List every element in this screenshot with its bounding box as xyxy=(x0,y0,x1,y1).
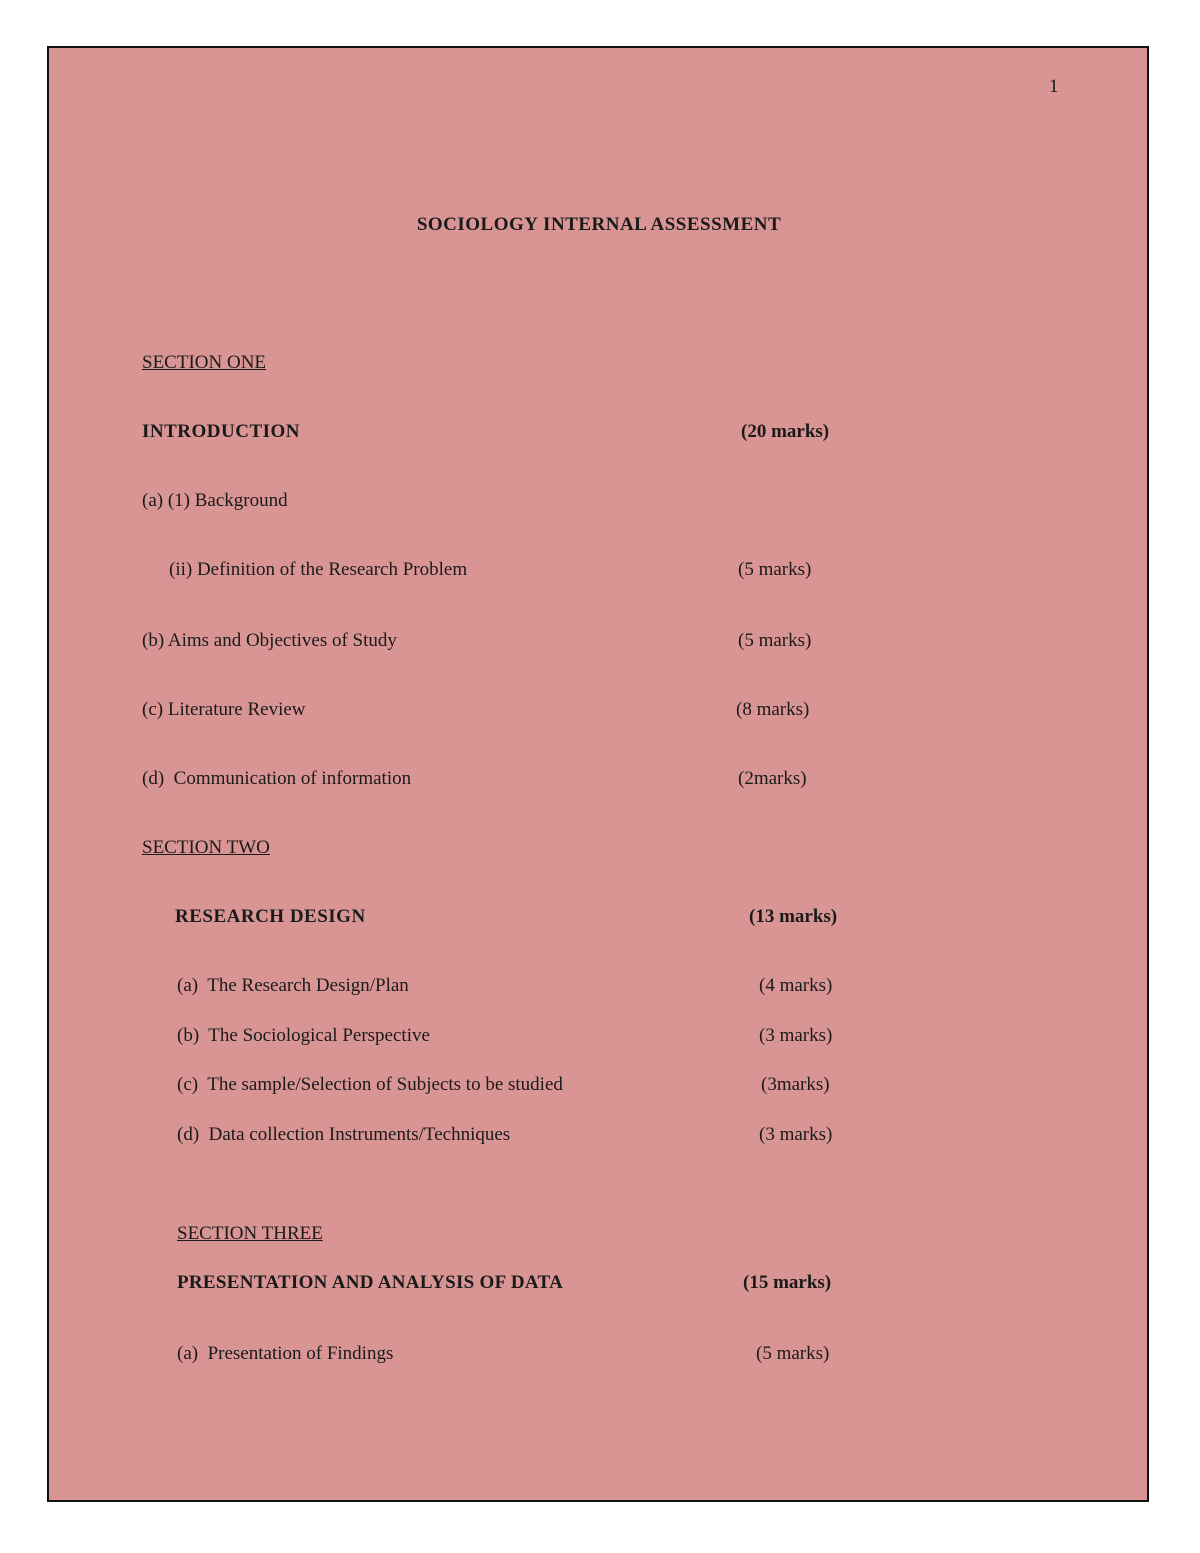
section-two-title: RESEARCH DESIGN xyxy=(175,906,366,927)
section-one-item-marks: (2marks) xyxy=(738,768,807,789)
section-two-item-marks: (3 marks) xyxy=(759,1025,833,1046)
section-two-item-label: (d) Data collection Instruments/Techniques xyxy=(177,1124,511,1145)
section-two-item-marks: (4 marks) xyxy=(759,975,833,996)
section-three-item-marks: (5 marks) xyxy=(756,1343,830,1364)
section-two-heading: SECTION TWO xyxy=(142,837,270,858)
section-one-item-label: (c) Literature Review xyxy=(142,699,306,720)
document-page xyxy=(47,46,1149,1502)
section-three-item-label: (a) Presentation of Findings xyxy=(177,1343,394,1364)
section-two-item-marks: (3 marks) xyxy=(759,1124,833,1145)
section-one-title-marks: (20 marks) xyxy=(741,421,830,442)
section-one-item-label: (d) Communication of information xyxy=(142,768,412,789)
page-number: 1 xyxy=(1049,76,1059,97)
section-three-title: PRESENTATION AND ANALYSIS OF DATA xyxy=(177,1272,564,1293)
section-two-item-label: (b) The Sociological Perspective xyxy=(177,1025,430,1046)
section-one-item-marks: (5 marks) xyxy=(738,559,812,580)
section-one-item-marks: (8 marks) xyxy=(736,699,810,720)
section-one-item-label: (a) (1) Background xyxy=(142,490,288,511)
section-one-item-marks: (5 marks) xyxy=(738,630,812,651)
section-three-heading: SECTION THREE xyxy=(177,1223,323,1244)
section-two-item-label: (c) The sample/Selection of Subjects to be studied xyxy=(177,1074,563,1095)
section-one-title: INTRODUCTION xyxy=(142,421,301,442)
section-two-item-marks: (3marks) xyxy=(761,1074,830,1095)
section-one-item-label: (b) Aims and Objectives of Study xyxy=(142,630,397,651)
document-title: SOCIOLOGY INTERNAL ASSESSMENT xyxy=(416,214,782,235)
section-two-item-label: (a) The Research Design/Plan xyxy=(177,975,409,996)
section-three-title-marks: (15 marks) xyxy=(743,1272,832,1293)
section-two-title-marks: (13 marks) xyxy=(749,906,838,927)
section-one-heading: SECTION ONE xyxy=(142,352,267,373)
section-one-item-label: (ii) Definition of the Research Problem xyxy=(169,559,468,580)
